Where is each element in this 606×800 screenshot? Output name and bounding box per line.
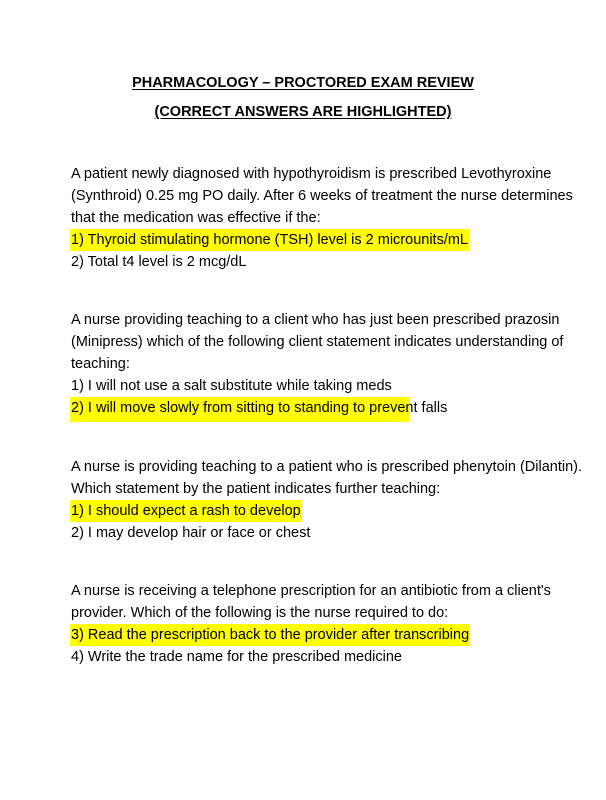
question-1-stem-line: A patient newly diagnosed with hypothyroidism is prescribed Levothyroxine [71, 166, 552, 182]
question-3-stem-line: A nurse is providing teaching to a patient who is prescribed phenytoin (Dilantin). [71, 459, 583, 475]
question-1-option-1 [71, 229, 551, 251]
question-3-stem-line: Which statement by the patient indicates further teaching: [71, 481, 441, 497]
question-2-option-1: 1) I will not use a salt substitute while taking meds [71, 378, 392, 394]
question-1-option-2: 2) Total t4 level is 2 mcg/dL [71, 254, 247, 270]
document-subtitle: (CORRECT ANSWERS ARE HIGHLIGHTED) [154, 104, 452, 120]
question-4-stem-line: A nurse is receiving a telephone prescription for an antibiotic from a client's [71, 583, 551, 599]
document-title: PHARMACOLOGY – PROCTORED EXAM REVIEW [132, 75, 474, 91]
question-4-option-3 [71, 624, 551, 646]
question-2 [71, 309, 564, 419]
question-4 [71, 580, 551, 668]
question-2-stem-line: (Minipress) which of the following client statement indicates understanding of [71, 334, 564, 350]
question-2-option-2 [71, 397, 551, 419]
question-2-stem-line: A nurse providing teaching to a client who has just been prescribed prazosin [71, 312, 560, 328]
question-4-option-4: 4) Write the trade name for the prescribed medicine [71, 649, 402, 665]
correct-answer-highlight: 2) I will move slowly from sitting to standing to prevent falls [70, 397, 410, 422]
correct-answer-highlight: 1) I should expect a rash to develop [70, 500, 302, 522]
correct-answer-highlight: 3) Read the prescription back to the provider after transcribing [70, 624, 470, 646]
question-4-stem-line: provider. Which of the following is the nurse required to do: [71, 605, 449, 621]
question-1-stem-line: that the medication was effective if the: [71, 210, 321, 226]
correct-answer-highlight: 1) Thyroid stimulating hormone (TSH) level is 2 microunits/mL [70, 229, 469, 251]
question-3-option-2: 2) I may develop hair or face or chest [71, 525, 311, 541]
question-1 [71, 163, 573, 273]
question-2-stem-line: teaching: [71, 356, 130, 372]
question-1-stem-line: (Synthroid) 0.25 mg PO daily. After 6 weeks of treatment the nurse determines [71, 188, 573, 204]
question-3 [71, 456, 583, 544]
question-3-option-1 [71, 500, 551, 522]
